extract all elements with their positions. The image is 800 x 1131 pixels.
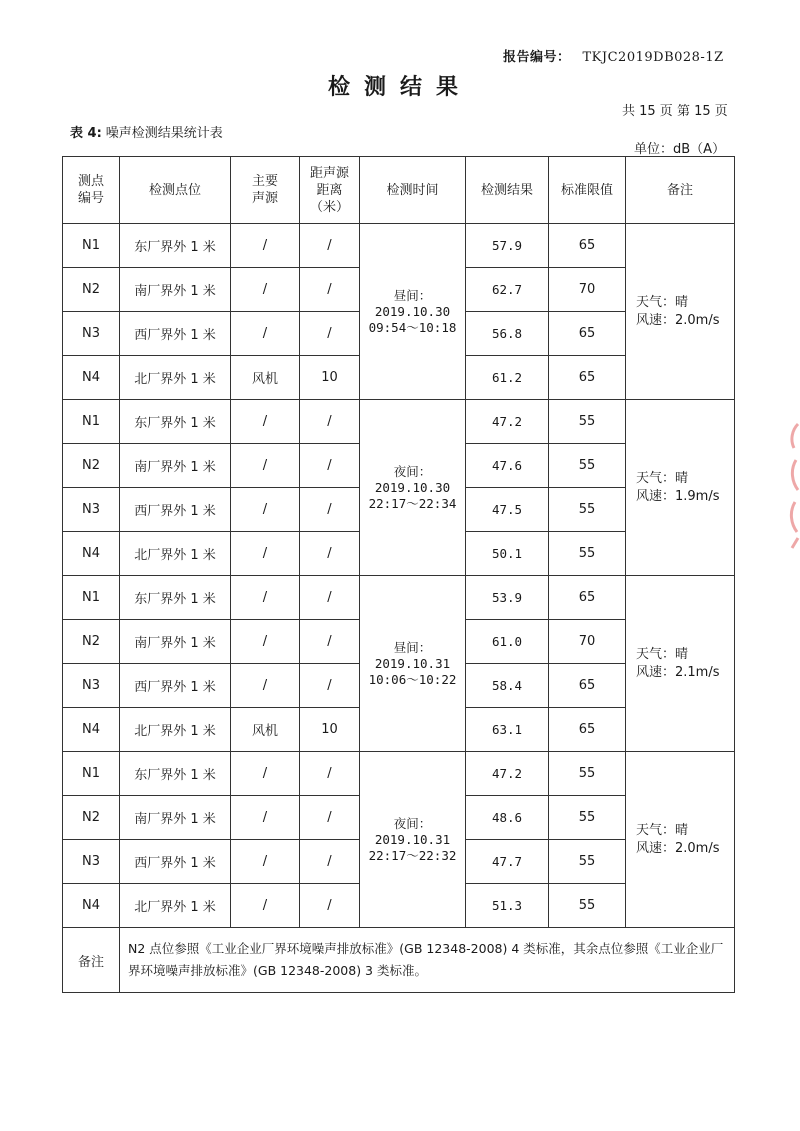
weather-text: 天气：晴 bbox=[636, 470, 689, 486]
result-cell: 62.7 bbox=[466, 268, 549, 312]
wind-text: 风速：2.0m/s bbox=[636, 840, 720, 856]
distance-cell: / bbox=[300, 268, 360, 312]
source-cell: / bbox=[231, 796, 300, 840]
point-id-cell: N3 bbox=[63, 840, 120, 884]
result-cell: 58.4 bbox=[466, 664, 549, 708]
header-row bbox=[63, 157, 735, 224]
note-row bbox=[63, 928, 735, 993]
point-id-cell: N1 bbox=[63, 576, 120, 620]
source-cell: / bbox=[231, 400, 300, 444]
point-id-cell: N2 bbox=[63, 620, 120, 664]
point-id-cell: N4 bbox=[63, 356, 120, 400]
period-label: 昼间： bbox=[393, 287, 432, 303]
point-id-cell: N2 bbox=[63, 444, 120, 488]
limit-cell: 55 bbox=[549, 884, 626, 928]
point-id-cell: N4 bbox=[63, 708, 120, 752]
result-cell: 56.8 bbox=[466, 312, 549, 356]
location-cell: 东厂界外 1 米 bbox=[120, 400, 231, 444]
limit-cell: 65 bbox=[549, 224, 626, 268]
source-cell: / bbox=[231, 268, 300, 312]
wind-text: 风速：1.9m/s bbox=[636, 488, 720, 504]
point-id-cell: N3 bbox=[63, 488, 120, 532]
limit-cell: 65 bbox=[549, 664, 626, 708]
point-id-cell: N3 bbox=[63, 312, 120, 356]
header-distance-line: 距离 bbox=[316, 182, 343, 198]
seal-stamp-mark bbox=[791, 424, 798, 548]
header-distance-line: （米） bbox=[309, 199, 349, 215]
period-date: 2019.10.31 bbox=[374, 831, 451, 847]
location-cell: 南厂界外 1 米 bbox=[120, 268, 231, 312]
table-row bbox=[63, 576, 735, 620]
table-caption bbox=[70, 122, 223, 141]
result-cell: 57.9 bbox=[466, 224, 549, 268]
source-cell: / bbox=[231, 532, 300, 576]
table-row bbox=[63, 224, 735, 268]
distance-cell: / bbox=[300, 444, 360, 488]
remark-cell bbox=[626, 400, 735, 576]
result-cell: 47.2 bbox=[466, 400, 549, 444]
result-cell: 47.2 bbox=[466, 752, 549, 796]
seal-stamp-fragment bbox=[786, 420, 800, 550]
limit-cell: 70 bbox=[549, 268, 626, 312]
limit-cell: 70 bbox=[549, 620, 626, 664]
time-cell bbox=[360, 224, 466, 400]
location-cell: 西厂界外 1 米 bbox=[120, 312, 231, 356]
period-range: 22:17～22:34 bbox=[368, 495, 457, 511]
period-range: 10:06～10:22 bbox=[368, 671, 457, 687]
location-cell: 北厂界外 1 米 bbox=[120, 532, 231, 576]
limit-cell: 65 bbox=[549, 312, 626, 356]
distance-cell: / bbox=[300, 488, 360, 532]
distance-cell: 10 bbox=[300, 708, 360, 752]
source-cell: / bbox=[231, 576, 300, 620]
source-cell: / bbox=[231, 884, 300, 928]
source-cell: / bbox=[231, 840, 300, 884]
header-distance-line: 距声源 bbox=[309, 165, 349, 181]
period-range: 22:17～22:32 bbox=[368, 847, 457, 863]
page-count: 共 15 页 第 15 页 bbox=[622, 104, 728, 119]
table-number: 表 4: bbox=[70, 126, 102, 141]
distance-cell: / bbox=[300, 664, 360, 708]
distance-cell: / bbox=[300, 576, 360, 620]
limit-cell: 65 bbox=[549, 576, 626, 620]
point-id-cell: N1 bbox=[63, 752, 120, 796]
remark-cell bbox=[626, 576, 735, 752]
weather-text: 天气：晴 bbox=[636, 822, 689, 838]
source-cell: / bbox=[231, 752, 300, 796]
distance-cell: 10 bbox=[300, 356, 360, 400]
location-cell: 西厂界外 1 米 bbox=[120, 664, 231, 708]
time-cell bbox=[360, 400, 466, 576]
location-cell: 南厂界外 1 米 bbox=[120, 620, 231, 664]
result-cell: 48.6 bbox=[466, 796, 549, 840]
result-cell: 61.2 bbox=[466, 356, 549, 400]
distance-cell: / bbox=[300, 532, 360, 576]
report-number bbox=[503, 46, 724, 65]
limit-cell: 55 bbox=[549, 532, 626, 576]
page-title: 检测结果 bbox=[327, 75, 472, 100]
result-cell: 51.3 bbox=[466, 884, 549, 928]
limit-cell: 55 bbox=[549, 488, 626, 532]
period-label: 夜间： bbox=[393, 463, 432, 479]
table-row bbox=[63, 400, 735, 444]
header-source bbox=[231, 157, 300, 224]
distance-cell: / bbox=[300, 796, 360, 840]
limit-cell: 65 bbox=[549, 708, 626, 752]
distance-cell: / bbox=[300, 620, 360, 664]
period-range: 09:54～10:18 bbox=[368, 319, 457, 335]
period-label: 夜间： bbox=[393, 815, 432, 831]
report-number-value: TKJC2019DB028-1Z bbox=[582, 50, 724, 65]
header-time: 检测时间 bbox=[360, 157, 466, 224]
limit-cell: 55 bbox=[549, 400, 626, 444]
point-id-cell: N2 bbox=[63, 796, 120, 840]
period-label: 昼间： bbox=[393, 639, 432, 655]
point-id-cell: N4 bbox=[63, 532, 120, 576]
location-cell: 北厂界外 1 米 bbox=[120, 356, 231, 400]
result-cell: 47.6 bbox=[466, 444, 549, 488]
distance-cell: / bbox=[300, 312, 360, 356]
time-cell bbox=[360, 576, 466, 752]
note-text: N2 点位参照《工业企业厂界环境噪声排放标准》(GB 12348-2008) 4 类标准，其余点位参照《工业企业厂界环境噪声排放标准》(GB 12348-2008) 3 类标准。 bbox=[120, 928, 735, 993]
weather-text: 天气：晴 bbox=[636, 646, 689, 662]
point-id-cell: N2 bbox=[63, 268, 120, 312]
header-location: 检测点位 bbox=[120, 157, 231, 224]
unit-label: 单位：dB（A） bbox=[634, 142, 726, 157]
period-date: 2019.10.31 bbox=[374, 655, 451, 671]
source-cell: / bbox=[231, 620, 300, 664]
wind-text: 风速：2.1m/s bbox=[636, 664, 720, 680]
table-title: 噪声检测结果统计表 bbox=[105, 126, 223, 141]
header-result: 检测结果 bbox=[466, 157, 549, 224]
source-cell: 风机 bbox=[231, 708, 300, 752]
location-cell: 北厂界外 1 米 bbox=[120, 708, 231, 752]
location-cell: 西厂界外 1 米 bbox=[120, 488, 231, 532]
result-cell: 50.1 bbox=[466, 532, 549, 576]
distance-cell: / bbox=[300, 752, 360, 796]
point-id-cell: N1 bbox=[63, 224, 120, 268]
header-point-id bbox=[63, 157, 120, 224]
result-cell: 47.5 bbox=[466, 488, 549, 532]
location-cell: 东厂界外 1 米 bbox=[120, 576, 231, 620]
point-id-cell: N4 bbox=[63, 884, 120, 928]
table-row bbox=[63, 752, 735, 796]
location-cell: 东厂界外 1 米 bbox=[120, 752, 231, 796]
result-cell: 47.7 bbox=[466, 840, 549, 884]
wind-text: 风速：2.0m/s bbox=[636, 312, 720, 328]
result-cell: 61.0 bbox=[466, 620, 549, 664]
location-cell: 南厂界外 1 米 bbox=[120, 444, 231, 488]
period-date: 2019.10.30 bbox=[374, 303, 451, 319]
source-cell: 风机 bbox=[231, 356, 300, 400]
header-distance bbox=[300, 157, 360, 224]
distance-cell: / bbox=[300, 884, 360, 928]
location-cell: 北厂界外 1 米 bbox=[120, 884, 231, 928]
source-cell: / bbox=[231, 312, 300, 356]
time-cell bbox=[360, 752, 466, 928]
header-source-line: 主要 bbox=[251, 174, 278, 189]
point-id-cell: N1 bbox=[63, 400, 120, 444]
source-cell: / bbox=[231, 488, 300, 532]
location-cell: 南厂界外 1 米 bbox=[120, 796, 231, 840]
header-remark: 备注 bbox=[626, 157, 735, 224]
distance-cell: / bbox=[300, 400, 360, 444]
limit-cell: 55 bbox=[549, 840, 626, 884]
location-cell: 东厂界外 1 米 bbox=[120, 224, 231, 268]
weather-text: 天气：晴 bbox=[636, 294, 689, 310]
period-date: 2019.10.30 bbox=[374, 479, 451, 495]
source-cell: / bbox=[231, 444, 300, 488]
noise-results-table bbox=[62, 156, 735, 993]
header-source-line: 声源 bbox=[251, 191, 278, 206]
limit-cell: 55 bbox=[549, 752, 626, 796]
limit-cell: 55 bbox=[549, 796, 626, 840]
distance-cell: / bbox=[300, 840, 360, 884]
source-cell: / bbox=[231, 224, 300, 268]
result-cell: 63.1 bbox=[466, 708, 549, 752]
location-cell: 西厂界外 1 米 bbox=[120, 840, 231, 884]
header-limit: 标准限值 bbox=[549, 157, 626, 224]
header-point-id-line: 测点 bbox=[77, 174, 104, 189]
limit-cell: 65 bbox=[549, 356, 626, 400]
distance-cell: / bbox=[300, 224, 360, 268]
limit-cell: 55 bbox=[549, 444, 626, 488]
header-point-id-line: 编号 bbox=[77, 191, 104, 206]
point-id-cell: N3 bbox=[63, 664, 120, 708]
report-number-label: 报告编号： bbox=[503, 50, 571, 65]
note-label: 备注 bbox=[63, 928, 120, 993]
remark-cell bbox=[626, 224, 735, 400]
source-cell: / bbox=[231, 664, 300, 708]
result-cell: 53.9 bbox=[466, 576, 549, 620]
remark-cell bbox=[626, 752, 735, 928]
